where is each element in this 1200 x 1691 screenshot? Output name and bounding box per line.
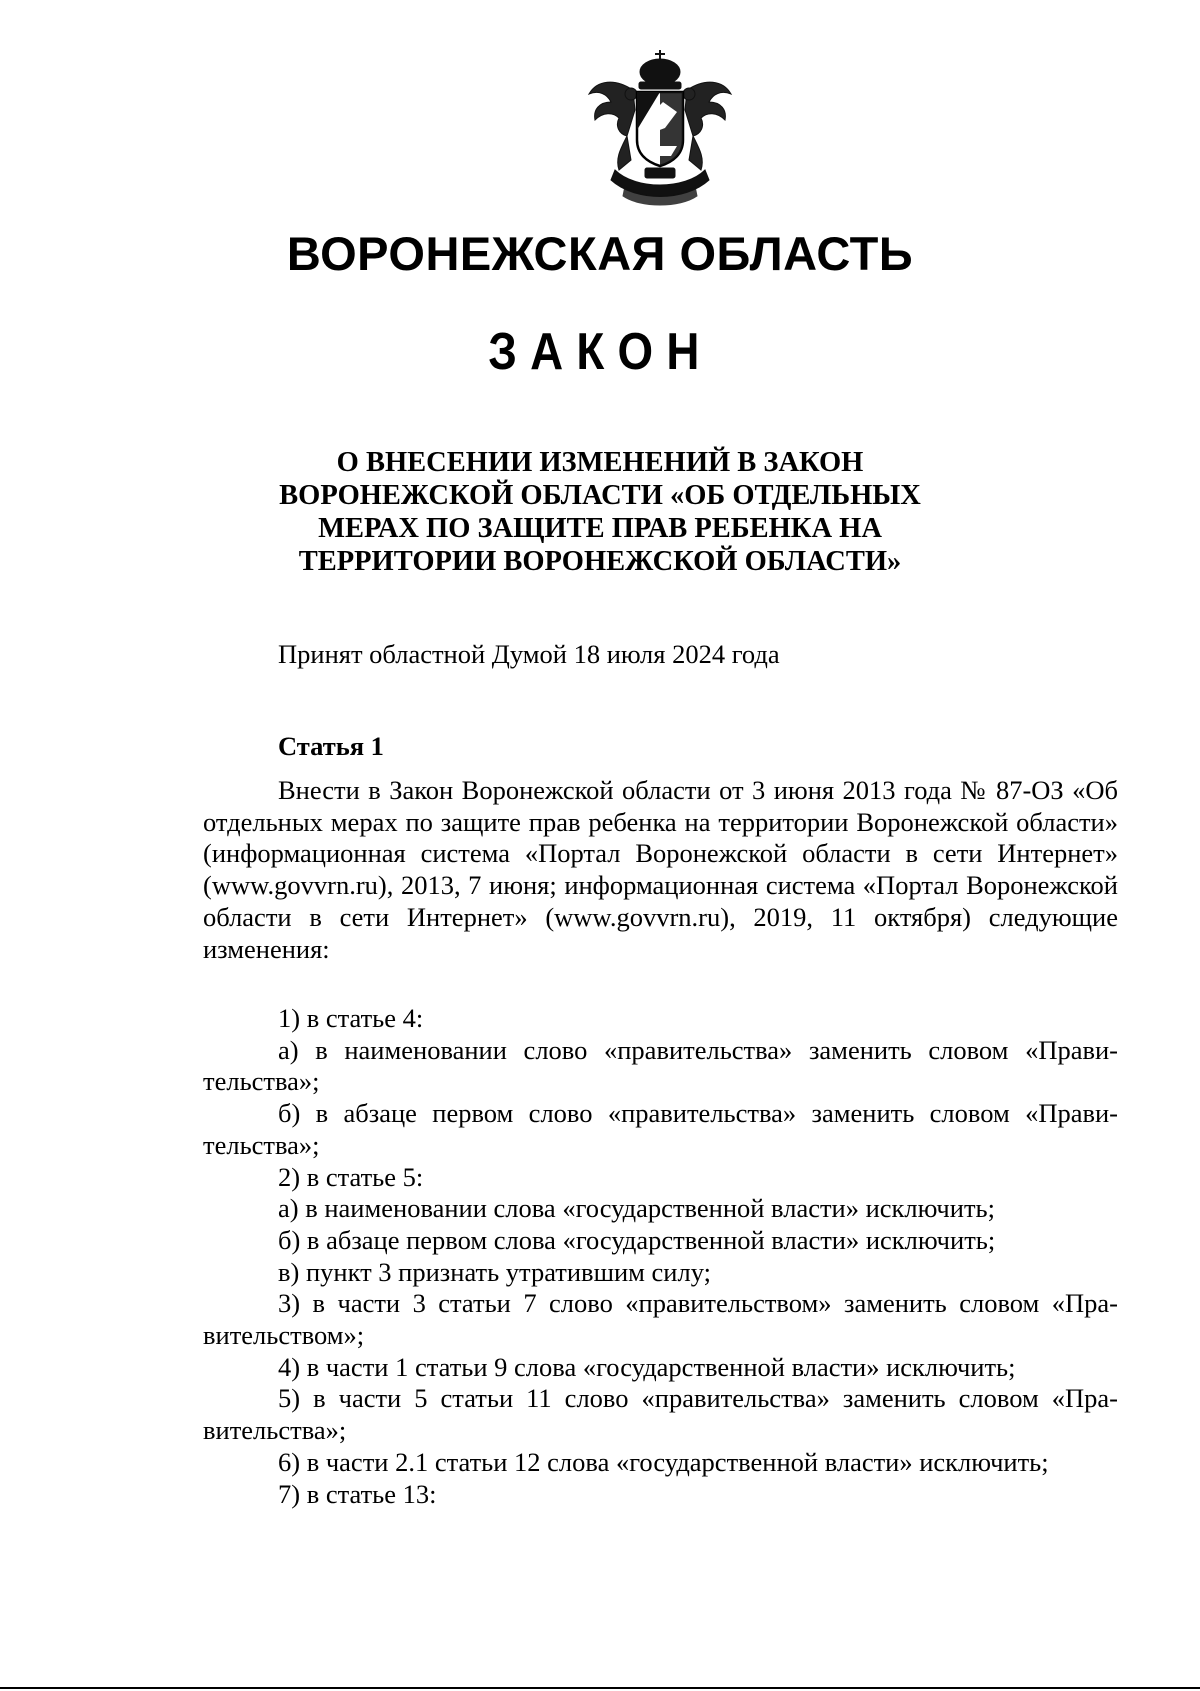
left-eagle-icon [589,82,637,170]
shield-icon [637,92,683,166]
amendment-item: 5) в части 5 статьи 11 слово «правительства» заменить словом «Правительства»; [203,1383,1118,1446]
adoption-note: Принят областной Думой 18 июля 2024 года [278,639,780,669]
amendment-item: 1) в статье 4: [278,1003,424,1033]
law-title [0,446,1200,578]
amendment-item: а) в наименовании слова «государственной власти» исключить; [278,1193,995,1224]
amendment-item: 7) в статье 13: [278,1478,437,1509]
document-type-label: ЗАКОН [487,323,713,381]
article-intro-paragraph: Внести в Закон Воронежской области от 3 июня 2013 года № 87-ОЗ «Об отдельных мерах по защите прав ребенка на территории Воронежской области» (информационная система «Портал Воронежской области в сети Интернет» (www.govvrn.ru), 2013, 7 июня; информационная система «Портал Воронежской области в сети Интернет» (www.govvrn.ru), 2019, 11 октября) следующие изменения: [203,775,1118,964]
page-bottom-rule [0,1687,1200,1689]
right-eagle-icon [683,82,731,170]
amendment-item: 6) в части 2.1 статьи 12 слова «государственной власти» исключить; [278,1446,1049,1477]
law-title-line: ТЕРРИТОРИИ ВОРОНЕЖСКОЙ ОБЛАСТИ» [298,546,902,577]
document-type [0,323,1200,381]
amendment-item: 2) в статье 5: [278,1161,424,1192]
crown-icon [639,50,681,89]
article-intro [203,775,1118,965]
law-title-line: МЕРАХ ПО ЗАЩИТЕ ПРАВ РЕБЕНКА НА [318,513,882,544]
amendment-item: в) пункт 3 признать утратившим силу; [278,1256,711,1287]
amendment-item: 4) в части 1 статьи 9 слова «государственной власти» исключить; [278,1351,1016,1382]
amendment-item: б) в абзаце первом слово «правительства» заменить словом «Правительства»; [203,1098,1118,1160]
coat-of-arms-icon [585,50,735,210]
ribbon-icon [611,168,709,205]
law-title-line: ВОРОНЕЖСКОЙ ОБЛАСТИ «ОБ ОТДЕЛЬНЫХ [279,480,921,511]
amendment-item: 3) в части 3 статьи 7 слово «правительством» заменить словом «Правительством»; [203,1288,1118,1351]
region-title: ВОРОНЕЖСКАЯ ОБЛАСТЬ [286,227,914,280]
article-heading: Статья 1 [278,731,384,761]
amendment-item: а) в наименовании слово «правительства» заменить словом «Правительства»; [203,1034,1118,1097]
law-title-line: О ВНЕСЕНИИ ИЗМЕНЕНИЙ В ЗАКОН [336,447,864,478]
amendment-item: б) в абзаце первом слова «государственной власти» исключить; [278,1224,996,1255]
amendments-list [203,1003,1118,1510]
